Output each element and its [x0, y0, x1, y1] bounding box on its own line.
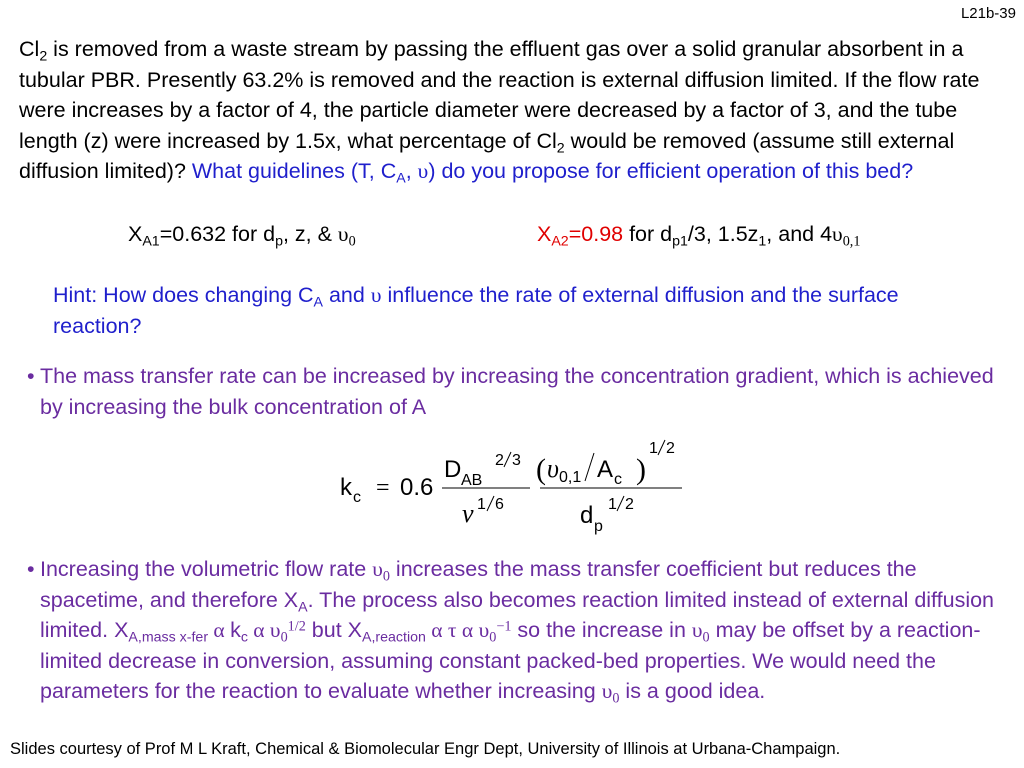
problem-text: Cl	[19, 37, 40, 61]
diffusivity-symbol: D	[444, 456, 462, 483]
footer-credits: Slides courtesy of Prof M L Kraft, Chemical & Biomolecular Engr Dept, University of Illinois at Urbana-Champaign.	[10, 740, 841, 758]
svg-text:6: 6	[495, 496, 504, 513]
svg-text:1: 1	[608, 496, 617, 513]
area-symbol: A	[597, 456, 614, 483]
subscript: 2	[556, 139, 565, 156]
viscosity-symbol: ν	[462, 499, 474, 528]
svg-text:1: 1	[649, 440, 658, 457]
particle-diameter-symbol: d	[580, 502, 594, 529]
slide-number: L21b-39	[960, 5, 1016, 22]
subscript: 2	[39, 48, 48, 65]
conversion-xa1: $X_{A1}=0.632$ for $d_p$, z, & $\upsilon_0$	[128, 222, 356, 250]
hint-text: Hint: How does changing $C_A$ and υ influence the rate of external diffusion and the surface reaction?	[53, 283, 899, 338]
svg-text:AB: AB	[461, 472, 483, 489]
mass-transfer-formula	[340, 437, 690, 537]
svg-text:2: 2	[666, 440, 675, 457]
kc-symbol: k	[340, 474, 352, 501]
bullet-marker: •	[27, 364, 35, 388]
coefficient: 0.6	[400, 474, 434, 501]
svg-text:2: 2	[495, 452, 504, 469]
guidelines-question: What guidelines (T, $C_A$, υ) do you propose for efficient operation of this bed?	[191, 159, 914, 187]
xa2-value: $X_{A2}=0.98$	[537, 222, 624, 250]
svg-text:=: =	[376, 475, 390, 501]
svg-text:2: 2	[625, 496, 634, 513]
flow-rate-symbol: υ	[547, 454, 559, 483]
svg-text:0,1: 0,1	[559, 469, 582, 486]
svg-text:(: (	[536, 453, 546, 486]
bullet-marker: •	[27, 557, 35, 581]
svg-text:1: 1	[477, 496, 486, 513]
conversion-xa2: $X_{A2}=0.98$ for $d_{p1}/3$, $1.5z_1$, and $4\upsilon_{0,1}$	[537, 222, 861, 250]
bullet-text: The mass transfer rate can be increased by increasing the concentration gradient, which is achieved by increasing the bulk concentration of A	[40, 364, 994, 419]
svg-text:): )	[636, 453, 646, 486]
svg-text:c: c	[614, 471, 622, 488]
svg-text:c: c	[353, 489, 361, 506]
problem-text: is removed from a waste stream by passing the effluent gas over a solid granular absorbent in a tubular PBR. Presently 63.2% is removed and the reaction is external diffusion limited. If the flow rate were increases by a factor of 4, the particle diameter were decreased by a factor of 3, and the tube length (z) were increased by 1.5x, what percentage of Cl	[19, 37, 980, 153]
bullet-flow-rate: • Increasing the volumetric flow rate $\upsilon_0$ increases the mass transfer coefficient but reduces the spacetime, and therefore $X_A$. The process also becomes reaction limited instead of external diffusion limited. $X_{A,mass x-fer}$ α $k_c$ α $\upsilon_0^{1/2}$ but $X_{A,reaction}$ α τ α $\upsilon_0^{-1}$ so the increase in $\upsilon_0$ may be offset by a reaction-limited decrease in conversion, assuming constant packed-bed properties. We would need the parameters for the reaction to evaluate whether increasing $\upsilon_0$ is a good idea.	[40, 554, 1005, 707]
svg-text:3: 3	[512, 452, 521, 469]
bullet-mass-transfer	[27, 361, 1005, 422]
svg-text:p: p	[594, 518, 603, 535]
problem-text: would be removed (assume still external diffusion limited)?	[19, 128, 955, 183]
problem-statement	[19, 34, 1004, 187]
